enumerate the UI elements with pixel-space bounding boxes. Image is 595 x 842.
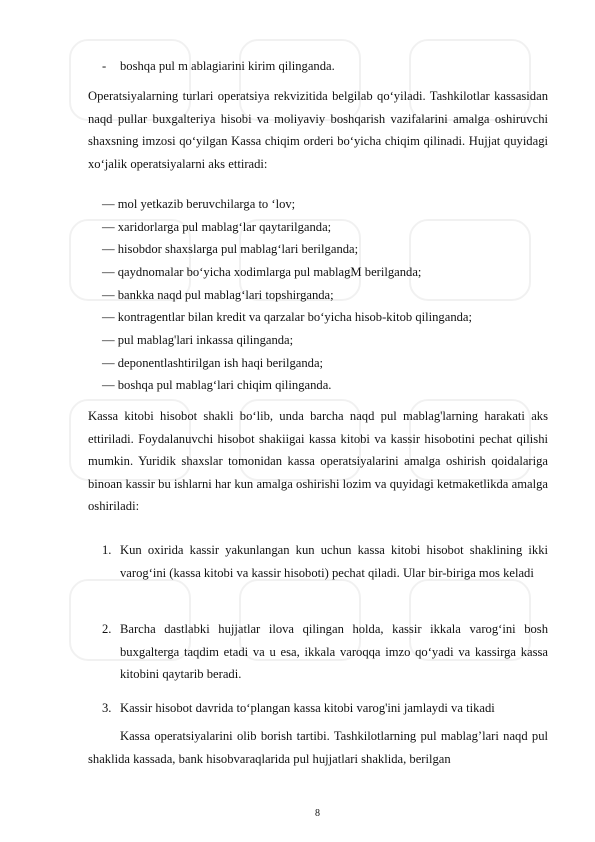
- item-number: 2.: [102, 622, 112, 636]
- list-item: — boshqa pul mablag‘lari chiqim qilinganda.: [102, 378, 332, 392]
- list-item: — pul mablag'lari inkassa qilinganda;: [102, 333, 294, 347]
- list-item: — qaydnomalar bo‘yicha xodimlarga pul mablagM berilganda;: [102, 265, 422, 279]
- list-item: — deponentlashtirilgan ish haqi berilganda;: [102, 356, 324, 370]
- list-item: — hisobdor shaxslarga pul mablag‘lari berilganda;: [102, 242, 359, 256]
- list-item: — bankka naqd pul mablag‘lari topshirganda;: [102, 288, 334, 302]
- top-bullet-text: boshqa pul m ablagiarini kirim qilinganda.: [120, 59, 335, 73]
- item-text: Barcha dastlabki hujjatlar ilova qilingan holda, kassir ikkala varog‘ini bosh buxgalterga taqdim etadi va u esa, ikkala varoqqa imzo qo‘yadi va kassirga kassa kitobini qaytarib beradi.: [120, 622, 548, 682]
- list-item: — xaridorlarga pul mablag‘lar qaytarilganda;: [102, 220, 332, 234]
- item-text: Kassir hisobot davrida to‘plangan kassa kitobi varog'ini jamlaydi va tikadi: [120, 701, 495, 715]
- item-text: Kun oxirida kassir yakunlangan kun uchun kassa kitobi hisobot shaklining ikki varog‘ini (kassa kitobi va kassir hisoboti) pechat qiladi. Ular bir-biriga mos keladi: [120, 543, 548, 580]
- top-bullet-marker: -: [102, 59, 107, 73]
- item-number: 3.: [102, 701, 112, 715]
- list-item: — kontragentlar bilan kredit va qarzalar bo‘yicha hisob-kitob qilinganda;: [102, 310, 472, 324]
- list-item: — mol yetkazib beruvchilarga to ‘lov;: [102, 197, 296, 211]
- paragraph-cash-book: Kassa kitobi hisobot shakli bo‘lib, unda barcha naqd pul mablag'larning harakati aks ettiriladi. Foydalanuvchi hisobot shakiigai kassa kitobi va kassir hisobotini pechat qilishi mumkin. Yuridik shaxslar tomonidan kassa operatsiyalarini amalga oshirish qoidalariga binoan kassir bu ishlarni har kun amalga oshirishi lozim va quyidagi ketmaketlikda amalga oshiriladi:: [88, 409, 548, 514]
- item-number: 1.: [102, 543, 112, 557]
- paragraph-operations: Operatsiyalarning turlari operatsiya rekvizitida belgilab qo‘yiladi. Tashkilotlar kassasidan naqd pullar buxgalteriya hisobi va moliyaviy boshqarish vazifalarini amalga oshiruvchi shaxsning imzosi qo‘yilgan Kassa chiqim orderi bo‘yicha chiqim qilinadi. Hujjat quyidagi xo‘jalik operatsiyalarni aks ettiradi:: [88, 89, 548, 171]
- page-number: 8: [315, 808, 320, 819]
- paragraph-cash-procedure: Kassa operatsiyalarini olib borish tartibi. Tashkilotlarning pul mablag’lari naqd pul shaklida kassada, bank hisobvaraqlarida pul hujjatlari shaklida, berilgan: [88, 729, 548, 766]
